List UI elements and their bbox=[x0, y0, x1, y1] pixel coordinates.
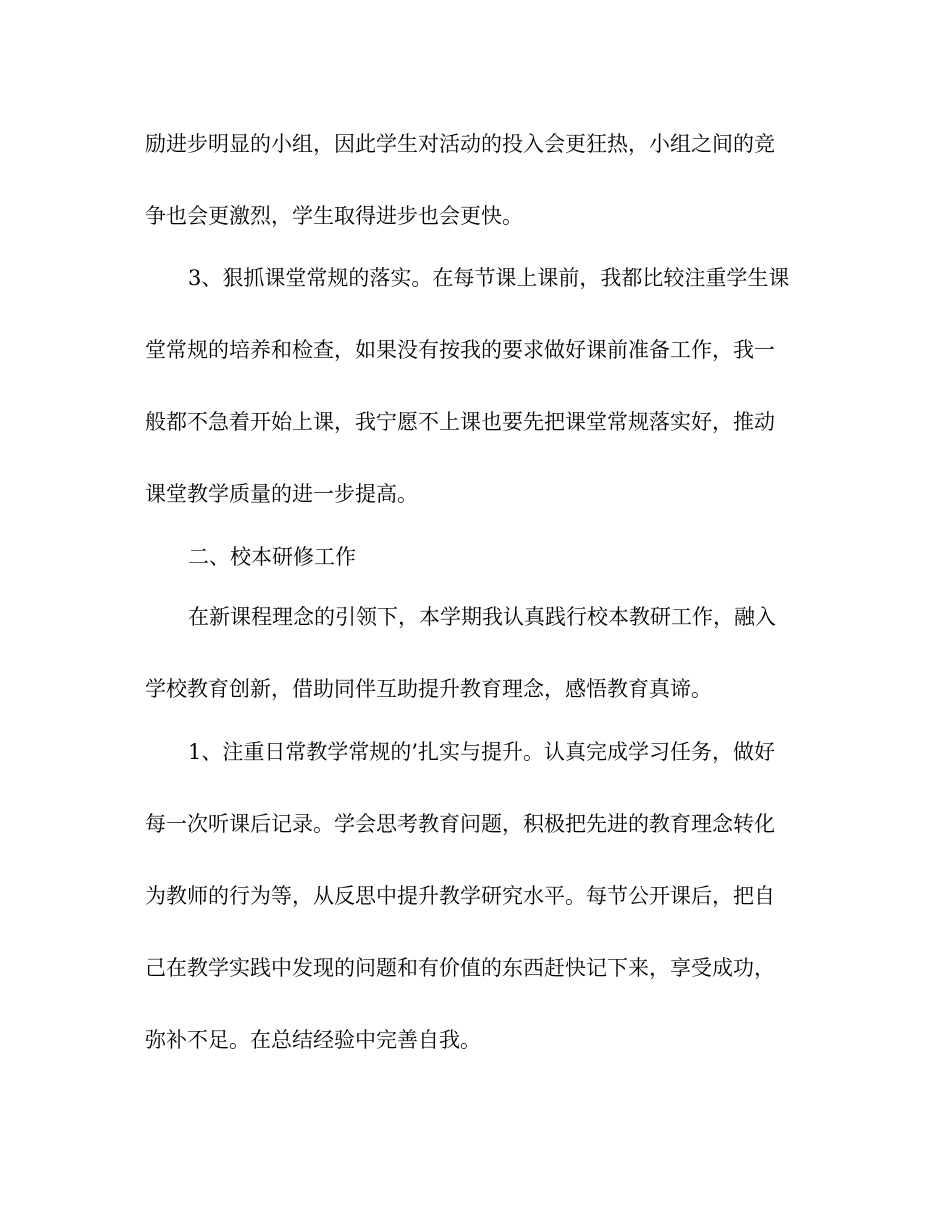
paragraph-start-line: 在新课程理念的引领下，本学期我认真践行校本教研工作，融入 bbox=[188, 605, 776, 629]
text-line: 为教师的行为等，从反思中提升教学研究水平。每节公开课后，把自 bbox=[145, 884, 775, 908]
text-line: 堂常规的培养和检查，如果没有按我的要求做好课前准备工作，我一 bbox=[145, 338, 775, 362]
text-line: 每一次听课后记录。学会思考教育问题，积极把先进的教育理念转化 bbox=[145, 812, 775, 836]
paragraph-start-line: 1、注重日常教学常规的’扎实与提升。认真完成学习任务，做好 bbox=[188, 740, 776, 764]
text-line: 课堂教学质量的进一步提高。 bbox=[145, 482, 418, 506]
section-heading: 二、校本研修工作 bbox=[188, 545, 356, 569]
text-line: 弥补不足。在总结经验中完善自我。 bbox=[145, 1028, 481, 1052]
text-line: 己在教学实践中发现的问题和有价值的东西赶快记下来，享受成功， bbox=[145, 956, 775, 980]
text-line: 争也会更激烈，学生取得进步也会更快。 bbox=[145, 204, 523, 228]
text-line: 般都不急着开始上课，我宁愿不上课也要先把课堂常规落实好，推动 bbox=[145, 410, 775, 434]
text-line: 学校教育创新，借助同伴互助提升教育理念，感悟教育真谛。 bbox=[145, 677, 712, 701]
text-line: 励进步明显的小组，因此学生对活动的投入会更狂热，小组之间的竞 bbox=[145, 132, 775, 156]
paragraph-start-line: 3、狠抓课堂常规的落实。在每节课上课前，我都比较注重学生课 bbox=[188, 266, 790, 290]
